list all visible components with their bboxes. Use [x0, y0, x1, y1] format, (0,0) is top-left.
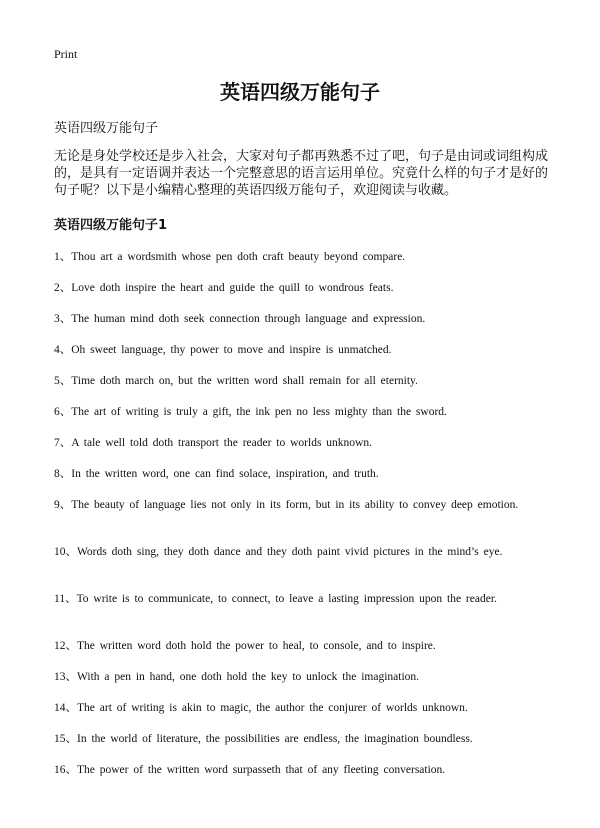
sentence-item: 10、Words doth sing, they doth dance and they doth paint vivid pictures in the mind’s eye. [54, 546, 503, 558]
sentence-item: 12、The written word doth hold the power to heal, to console, and to inspire. [54, 640, 436, 652]
sentence-item: 4、Oh sweet language, thy power to move and inspire is unmatched. [54, 344, 392, 356]
sentence-item: 15、In the world of literature, the possibilities are endless, the imagination boundless. [54, 733, 473, 745]
sentence-item: 11、To write is to communicate, to connect, to leave a lasting impression upon the reader. [54, 593, 497, 605]
sentence-item: 8、In the written word, one can find solace, inspiration, and truth. [54, 468, 379, 480]
sentence-item: 2、Love doth inspire the heart and guide the quill to wondrous feats. [54, 282, 394, 294]
section-heading: 英语四级万能句子1 [54, 218, 168, 233]
document-subtitle: 英语四级万能句子 [54, 121, 159, 136]
document-title: 英语四级万能句子 [220, 80, 380, 104]
sentence-item: 16、The power of the written word surpasseth that of any fleeting conversation. [54, 764, 446, 776]
sentence-item: 9、The beauty of language lies not only in its form, but in its ability to convey deep emotion. [54, 499, 519, 511]
sentence-item: 1、Thou art a wordsmith whose pen doth craft beauty beyond compare. [54, 251, 406, 263]
print-label: Print [54, 47, 78, 61]
sentence-item: 7、A tale well told doth transport the reader to worlds unknown. [54, 437, 372, 449]
sentence-item: 13、With a pen in hand, one doth hold the key to unlock the imagination. [54, 671, 420, 683]
intro-paragraph: 无论是身处学校还是步入社会，大家对句子都再熟悉不过了吧，句子是由词或词组构成的，是具有一定语调并表达一个完整意思的语言运用单位。究竟什么样的句子才是好的句子呢？以下是小编精心整理的英语四级万能句子，欢迎阅读与收藏。 [54, 149, 549, 198]
sentence-item: 14、The art of writing is akin to magic, the author the conjurer of worlds unknown. [54, 702, 468, 714]
sentence-item: 6、The art of writing is truly a gift, the ink pen no less mighty than the sword. [54, 406, 447, 418]
sentence-item: 3、The human mind doth seek connection through language and expression. [54, 313, 426, 325]
sentence-list [54, 250, 540, 794]
sentence-item: 5、Time doth march on, but the written word shall remain for all eternity. [54, 375, 418, 387]
